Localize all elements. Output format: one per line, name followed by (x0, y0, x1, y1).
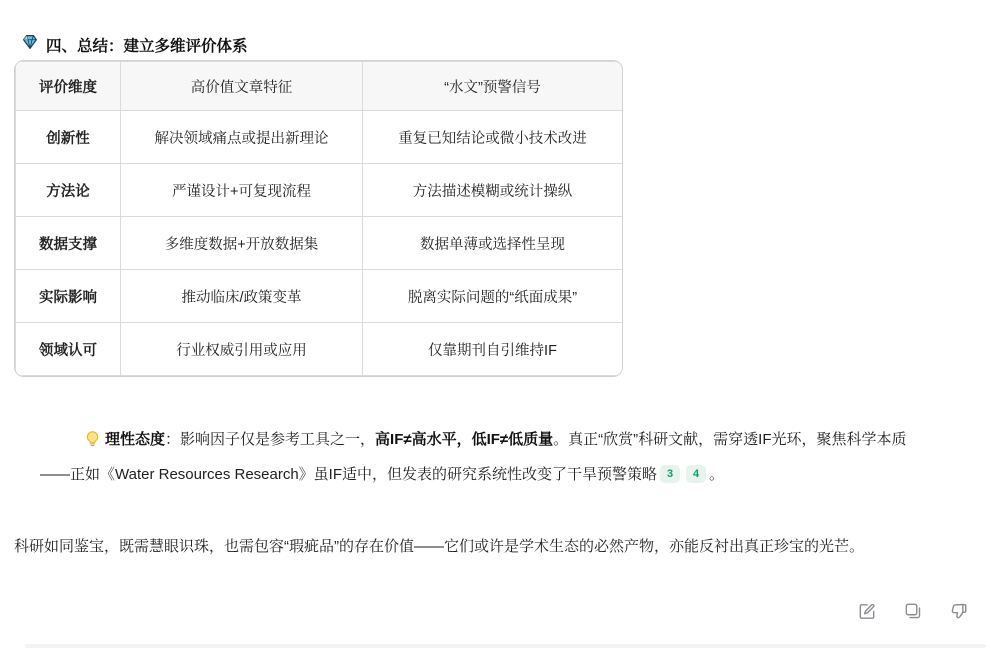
section-heading-text: 四、总结：建立多维评价体系 (46, 37, 248, 55)
table-header-warning: “水文”预警信号 (363, 62, 623, 111)
cell-high-value: 解决领域痛点或提出新理论 (121, 111, 363, 164)
copy-button[interactable] (902, 601, 924, 623)
cell-high-value: 行业权威引用或应用 (121, 323, 363, 376)
bottom-divider (25, 644, 986, 648)
tip-label: 理性态度 (105, 431, 166, 448)
section-heading (21, 33, 248, 56)
table-row (16, 270, 623, 323)
cell-dimension: 创新性 (16, 111, 121, 164)
closing-paragraph: 科研如同鉴宝，既需慧眼识珠，也需包容“瑕疵品”的存在价值——它们或许是学术生态的必然产物，亦能反衬出真正珍宝的光芒。 (14, 538, 864, 555)
cell-warning: 重复已知结论或微小技术改进 (363, 111, 623, 164)
lightbulb-icon (62, 427, 101, 459)
tip-text-1: ：影响因子仅是参考工具之一， (165, 431, 376, 448)
table-row (16, 164, 623, 217)
table-row (16, 111, 623, 164)
cell-warning: 脱离实际问题的“纸面成果” (363, 270, 623, 323)
cell-high-value: 推动临床/政策变革 (121, 270, 363, 323)
table-header-dimension: 评价维度 (16, 62, 121, 111)
evaluation-table (14, 60, 623, 377)
citation-badge[interactable]: 4 (686, 465, 706, 483)
cell-warning: 数据单薄或选择性呈现 (363, 217, 623, 270)
rewrite-icon (857, 601, 877, 624)
tip-bold-statement: 高IF≠高水平，低IF≠低质量 (375, 431, 554, 448)
table-header-high-value: 高价值文章特征 (121, 62, 363, 111)
cell-warning: 仅靠期刊自引维持IF (363, 323, 623, 376)
copy-icon (903, 601, 923, 624)
thumbs-down-button[interactable] (948, 601, 970, 623)
cell-dimension: 数据支撑 (16, 217, 121, 270)
cell-warning: 方法描述模糊或统计操纵 (363, 164, 623, 217)
cell-high-value: 多维度数据+开放数据集 (121, 217, 363, 270)
tip-text-2: 。真正“欣赏”科研文献，需穿透IF光环，聚焦科学本质——正如《Water Resources Research》虽IF适中，但发表的研究系统性改变了干旱预警策略 (40, 431, 907, 483)
tip-paragraph (40, 424, 936, 491)
table-row (16, 217, 623, 270)
cell-dimension: 方法论 (16, 164, 121, 217)
table-header-row (16, 62, 623, 111)
tip-text-3: 。 (709, 466, 725, 483)
cell-dimension: 领域认可 (16, 323, 121, 376)
gem-icon (21, 33, 39, 56)
rewrite-button[interactable] (856, 601, 878, 623)
thumbs-down-icon (949, 601, 969, 624)
message-actions (856, 601, 970, 623)
table-row (16, 323, 623, 376)
cell-dimension: 实际影响 (16, 270, 121, 323)
citation-badge[interactable]: 3 (660, 465, 680, 483)
cell-high-value: 严谨设计+可复现流程 (121, 164, 363, 217)
